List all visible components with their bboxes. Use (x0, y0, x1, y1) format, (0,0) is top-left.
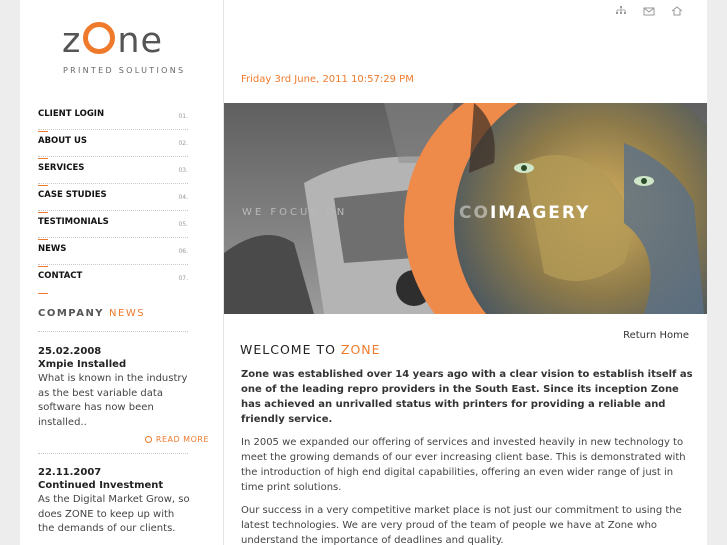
nav-label: NEWS (38, 244, 67, 254)
paragraph-team: Our success in a very competitive market place is not just our commitment to using the latest technologies. We are very proud of the team of people we have at Zone who understand the importance of deadlines and quality. (241, 505, 682, 545)
nav-number: 06. (178, 248, 188, 255)
banner-word: IMAGERY (489, 203, 591, 223)
banner-ghost-text: CO (459, 203, 490, 223)
heading-main: COMPANY (38, 308, 105, 319)
nav-number: 01. (178, 113, 188, 120)
nav-item-news[interactable] (38, 238, 188, 265)
nav-label: SERVICES (38, 163, 85, 173)
zone-logo[interactable] (62, 20, 212, 78)
news-date: 22.11.2007 (38, 467, 102, 478)
nav-label: CONTACT (38, 271, 83, 281)
news-body: As the Digital Market Grow, so does ZONE to keep up with the demands of our clients. (38, 494, 190, 534)
main-nav (38, 103, 188, 291)
nav-label: CASE STUDIES (38, 190, 107, 200)
nav-item-contact[interactable] (38, 265, 188, 291)
logo-wordmark (62, 20, 163, 61)
welcome-accent: ZONE (340, 342, 381, 357)
home-icon[interactable] (671, 6, 683, 16)
main-content (224, 0, 707, 545)
news-body: What is known in the industry as the best variable data software has now been installed.. (38, 373, 188, 428)
read-more-label: READ MORE (155, 435, 209, 444)
nav-item-testimonials[interactable] (38, 211, 188, 238)
banner-caption: WE FOCUS ON (242, 207, 348, 218)
nav-number: 04. (178, 194, 188, 201)
news-title[interactable]: Continued Investment (38, 480, 164, 491)
divider (38, 331, 188, 332)
sitemap-icon[interactable] (615, 6, 627, 16)
mail-icon[interactable] (643, 6, 655, 16)
news-item (38, 345, 190, 430)
welcome-main: WELCOME TO (240, 342, 336, 357)
nav-number: 03. (178, 167, 188, 174)
logo-o-ring-icon (83, 22, 115, 54)
nav-item-about-us[interactable] (38, 130, 188, 157)
news-title[interactable]: Xmpie Installed (38, 359, 127, 370)
logo-tagline: PRINTED SOLUTIONS (63, 66, 186, 75)
nav-label: ABOUT US (38, 136, 87, 146)
logo-letter-z: z (62, 21, 82, 61)
company-news-heading (38, 308, 145, 319)
bullet-ring-icon (145, 436, 152, 443)
nav-item-client-login[interactable] (38, 103, 188, 130)
logo-letters-ne: ne (117, 21, 164, 61)
nav-number: 07. (178, 275, 188, 282)
paragraph-services: In 2005 we expanded our offering of services and invested heavily in new technology to meet the growing demands of our ever increasing client base. This is demonstrated with the introduction of high end digital capabilities, offering an even wider range of just in time print solutions. (241, 437, 686, 493)
read-more-link[interactable] (145, 435, 209, 444)
welcome-heading (240, 342, 381, 357)
utility-icons (615, 6, 685, 18)
heading-accent: NEWS (109, 308, 146, 319)
hero-banner (224, 103, 707, 314)
banner-headline (459, 203, 590, 223)
divider (38, 453, 188, 454)
intro-paragraph: Zone was established over 14 years ago with a clear vision to establish itself as one of the leading repro providers in the South East. Since its inception Zone has achieved an unrivalled status with printers for providing a reliable and friendly service. (241, 369, 693, 425)
nav-number: 02. (178, 140, 188, 147)
current-datetime: Friday 3rd June, 2011 10:57:29 PM (241, 74, 414, 85)
page (20, 0, 707, 545)
sidebar (20, 0, 224, 545)
news-date: 25.02.2008 (38, 346, 102, 357)
news-item (38, 466, 190, 537)
nav-accent-tick (38, 293, 48, 294)
return-home-link[interactable]: Return Home (623, 330, 689, 341)
nav-label: CLIENT LOGIN (38, 109, 105, 119)
nav-label: TESTIMONIALS (38, 217, 109, 227)
nav-number: 05. (178, 221, 188, 228)
nav-item-case-studies[interactable] (38, 184, 188, 211)
nav-item-services[interactable] (38, 157, 188, 184)
